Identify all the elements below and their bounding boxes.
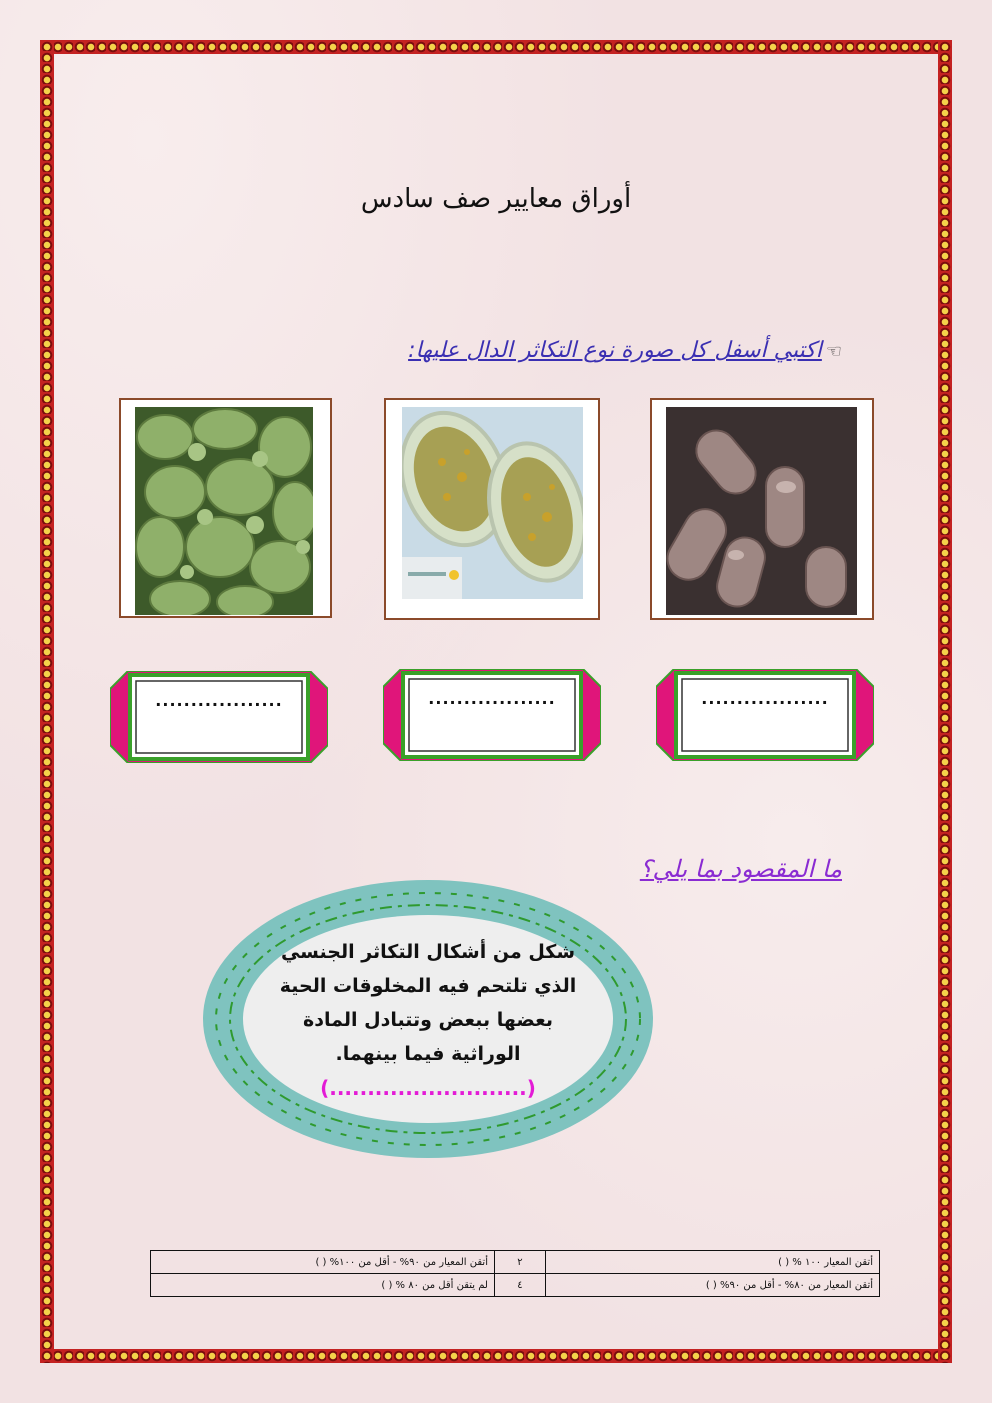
answer-blank: .................. xyxy=(428,689,556,708)
paramecium-conjugation-image xyxy=(402,407,583,599)
answer-box-yeast[interactable] xyxy=(110,671,328,763)
rubric-table xyxy=(150,1250,880,1297)
definition-answer-blank[interactable]: (..........................) xyxy=(320,1076,536,1100)
yeast-budding-image-frame xyxy=(119,398,332,618)
rubric-number: ٢ xyxy=(494,1251,545,1274)
question-heading: ما المقصود بما يلي؟ xyxy=(639,855,842,883)
answer-blank: .................. xyxy=(701,689,829,708)
definition-text xyxy=(270,935,586,1105)
decorative-border-left xyxy=(40,40,54,1363)
bacteria-fission-image-frame xyxy=(650,398,874,620)
decorative-border-bottom xyxy=(40,1349,952,1363)
answer-blank: .................. xyxy=(155,691,283,710)
definition-line: بعضها ببعض وتتبادل المادة xyxy=(303,1009,553,1031)
rubric-cell: لم يتقن أقل من ٨٠ % ( ) xyxy=(151,1274,495,1297)
answer-box-frame xyxy=(383,669,601,761)
rubric-cell: أتقن المعيار ١٠٠ % ( ) xyxy=(545,1251,879,1274)
pointing-hand-icon: ☜ xyxy=(825,341,842,362)
yeast-budding-image xyxy=(135,407,313,615)
definition-line: الذي تلتحم فيه المخلوقات الحية xyxy=(279,975,577,997)
table-row xyxy=(151,1274,880,1297)
paramecium-conjugation-image-frame xyxy=(384,398,600,620)
rubric-cell: أتقن المعيار من ٩٠% - أقل من ١٠٠% ( ) xyxy=(151,1251,495,1274)
decorative-border-top xyxy=(40,40,952,54)
rubric-cell: أتقن المعيار من ٨٠% - أقل من ٩٠% ( ) xyxy=(545,1274,879,1297)
page-title: أوراق معايير صف سادس xyxy=(360,184,632,214)
table-row xyxy=(151,1251,880,1274)
instruction-text: اكتبي أسفل كل صورة نوع التكاثر الدال عليها: xyxy=(408,338,822,363)
bacteria-fission-image xyxy=(666,407,857,615)
instruction-heading xyxy=(408,338,842,363)
decorative-border-right xyxy=(938,40,952,1363)
answer-box-bacteria[interactable] xyxy=(656,669,874,761)
definition-line: شكل من أشكال التكاثر الجنسي xyxy=(280,941,576,963)
answer-box-frame xyxy=(656,669,874,761)
rubric-number: ٤ xyxy=(494,1274,545,1297)
answer-box-frame xyxy=(110,671,328,763)
definition-line: الوراثية فيما بينهما. xyxy=(335,1043,521,1065)
answer-box-paramecium[interactable] xyxy=(383,669,601,761)
